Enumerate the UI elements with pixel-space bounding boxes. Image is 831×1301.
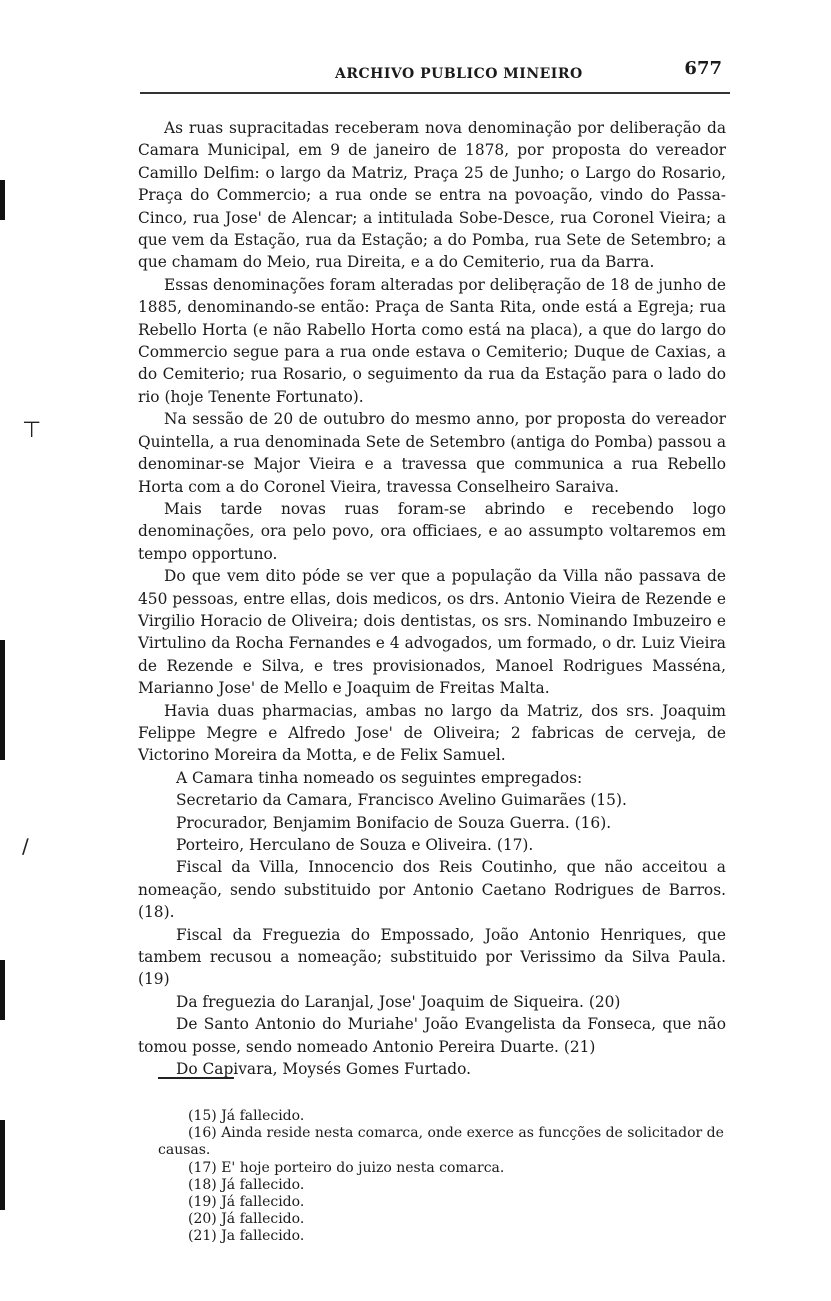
body-text	[138, 117, 726, 1080]
footnote: (18) Já fallecido.	[188, 1176, 305, 1193]
paragraph: Essas denominações foram alteradas por delibęração de 18 de junho de 1885, denominando-se então: Praça de Santa Rita, onde está a Egreja; rua Rebello Horta (e não Rabello Horta como está na placa), a que do largo do Commercio segue para a rua onde estava o Cemiterio; Duque de Caxias, a do Cemiterio; rua Rosario, o seguimento da rua da Estação para o lado do rio (hoje Tenente Fortunato).	[138, 275, 726, 406]
footnote: (17) E' hoje porteiro do juizo nesta comarca.	[188, 1159, 505, 1176]
footnote: (20) Já fallecido.	[188, 1211, 305, 1228]
margin-mark-icon: ⊤	[22, 418, 42, 443]
employee-entry: Da freguezia do Laranjal, Jose' Joaquim de Siqueira. (20)	[176, 992, 621, 1011]
paragraph: Havia duas pharmacias, ambas no largo da Matriz, dos srs. Joaquim Felippe Megre e Alfredo Jose' de Oliveira; 2 fabricas de cerveja, de Victorino Moreira da Motta, e de Felix Samuel.	[138, 701, 726, 765]
paragraph: Mais tarde novas ruas foram-se abrindo e recebendo logo denominações, ora pelo povo, ora officiaes, e ao assumpto voltaremos em tempo opportuno.	[138, 499, 726, 563]
employees-intro: A Camara tinha nomeado os seguintes empregados:	[176, 768, 583, 787]
employee-entry: Fiscal da Freguezia do Empossado, João Antonio Henriques, que tambem recusou a nomeação; substituido por Verissimo da Silva Paula. (19)	[138, 925, 726, 989]
paragraph: As ruas supracitadas receberam nova denominação por deliberação da Camara Municipal, em 9 de janeiro de 1878, por proposta do vereador Camillo Delfim: o largo da Matriz, Praça 25 de Junho; o Largo do Rosario, Praça do Commercio; a rua onde se entra na povoação, vindo do Passa-Cinco, rua Jose' de Alencar; a intitulada Sobe-Desce, rua Coronel Vieira; a que vem da Estação, rua da Estação; a do Pomba, rua Sete de Setembro; a que chamam do Meio, rua Direita, e a do Cemiterio, rua da Barra.	[138, 119, 726, 272]
employee-entry: De Santo Antonio do Muriahe' João Evangelista da Fonseca, que não tomou posse, sendo nomeado Antonio Pereira Duarte. (21)	[138, 1015, 726, 1056]
footnote: (16) Ainda reside nesta comarca, onde exerce as funcções de solicitador de causas.	[158, 1125, 724, 1159]
footnote: (19) Já fallecido.	[188, 1194, 305, 1211]
paragraph: Do que vem dito póde se ver que a população da Villa não passava de 450 pessoas, entre ellas, dois medicos, os drs. Antonio Vieira de Rezende e Virgilio Horacio de Oliveira; dois dentistas, os srs. Nominando Imbuzeiro e Virtulino da Rocha Fernandes e 4 advogados, um formado, o dr. Luiz Vieira de Rezende e Silva, e tres provisionados, Manoel Rodrigues Masséna, Marianno Jose' de Mello e Joaquim de Freitas Malta.	[138, 567, 726, 698]
footnotes	[158, 1108, 738, 1246]
running-head: ARCHIVO PUBLICO MINEIRO	[335, 66, 583, 82]
employee-entry: Porteiro, Herculano de Souza e Oliveira. (17).	[176, 836, 534, 854]
scan-edge-mark	[0, 180, 5, 220]
scan-edge-mark	[0, 960, 5, 1020]
employee-entry: Procurador, Benjamim Bonifacio de Souza Guerra. (16).	[176, 813, 612, 832]
employee-entry: Do Capivara, Moysés Gomes Furtado.	[176, 1060, 472, 1079]
employee-entry: Secretario da Camara, Francisco Avelino Guimarães (15).	[176, 791, 627, 810]
footnote: (21) Ja fallecido.	[188, 1228, 305, 1245]
page-header	[140, 58, 730, 92]
page-number: 677	[684, 58, 722, 79]
header-rule	[140, 92, 730, 94]
footnote: (15) Já fallecido.	[188, 1108, 305, 1124]
paragraph: Na sessão de 20 de outubro do mesmo anno, por proposta do vereador Quintella, a rua denominada Sete de Setembro (antiga do Pomba) passou a denominar-se Major Vieira e a travessa que communica a rua Rebello Horta com a do Coronel Vieira, travessa Conselheiro Saraiva.	[138, 410, 726, 496]
scan-edge-mark	[0, 640, 5, 760]
footnote-rule	[158, 1077, 234, 1079]
employee-entry: Fiscal da Villa, Innocencio dos Reis Coutinho, que não acceitou a nomeação, sendo substituido por Antonio Caetano Rodrigues de Barros. (18).	[138, 858, 726, 922]
margin-mark-icon: ∕	[22, 834, 29, 858]
scan-edge-mark	[0, 1120, 5, 1210]
